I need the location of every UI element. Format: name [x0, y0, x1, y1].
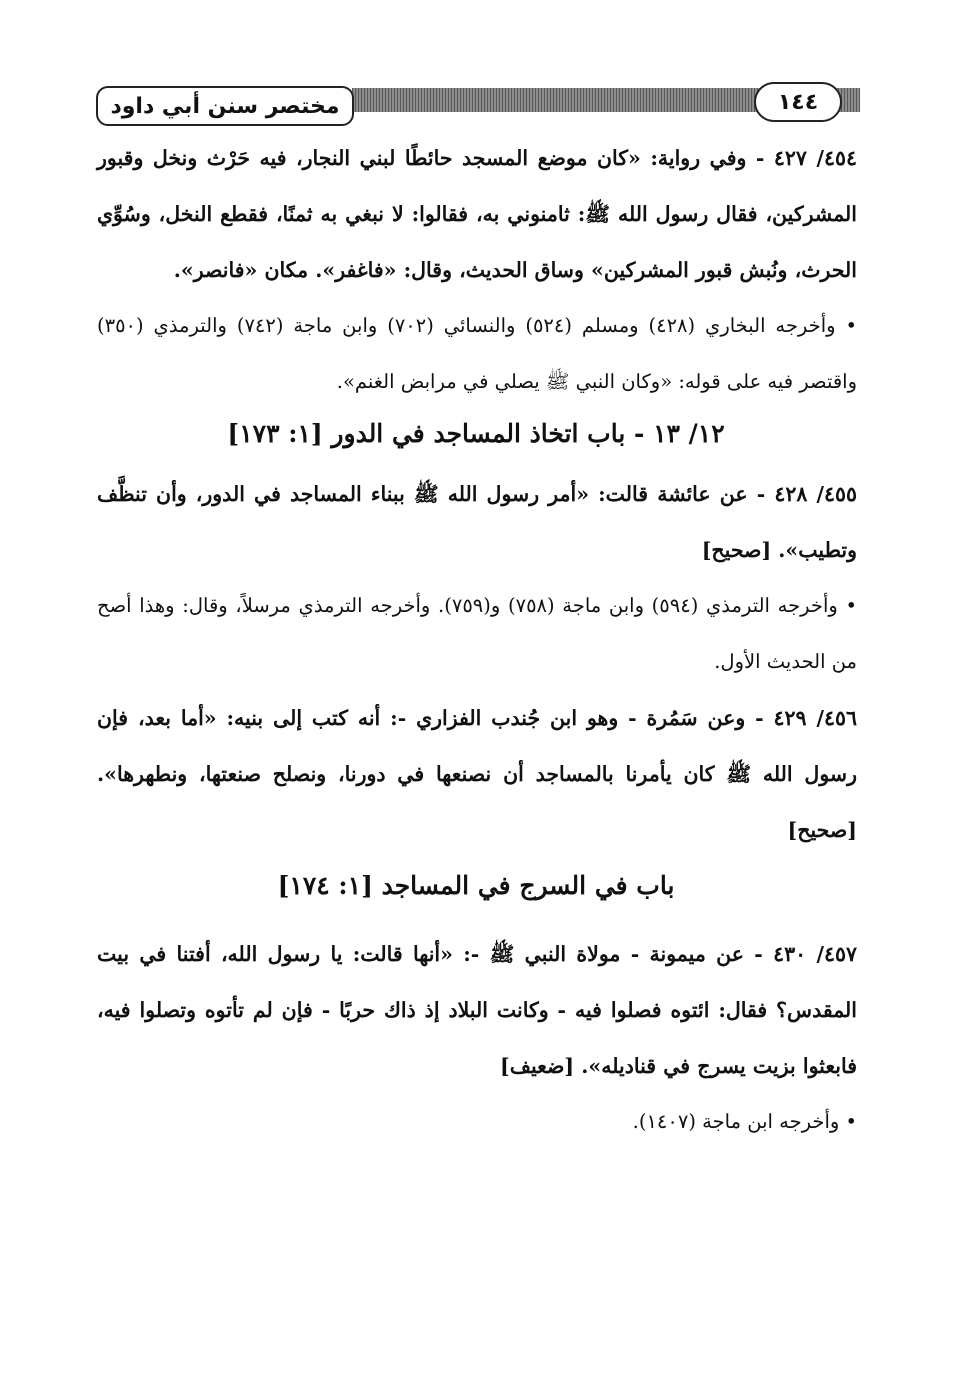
hadith-454-text: وفي رواية: «كان موضع المسجد حائطًا لبني النجار، فيه حَرْث ونخل وقبور المشركين، فقال رسول الله ﷺ: ثامنوني به، فقالوا: لا نبغي به ثمنًا، فقطع النخل، وسُوِّي الحرث، ونُبش قبور المشركين» وساق الحديث، وقال: «فاغفر». مكان «فانصر». [97, 146, 857, 282]
hadith-454-number: ٤٥٤/ ٤٢٧ - [746, 146, 857, 170]
hadith-457-text: عن ميمونة - مولاة النبي ﷺ -: «أنها قالت: يا رسول الله، أفتنا في بيت المقدس؟ فقال: ائتوه فصلوا فيه - وكانت البلاد إذ ذاك حربًا - فإن لم تأتوه وتصلوا فيه، فابعثوا بزيت يسرج في قناديله». [ضعيف] [97, 942, 857, 1078]
hadith-457-number: ٤٥٧/ ٤٣٠ - [743, 942, 857, 966]
hadith-454 [97, 130, 857, 298]
takhrij-note-455: • وأخرجه الترمذي (٥٩٤) وابن ماجة (٧٥٨) و(٧٥٩). وأخرجه الترمذي مرسلاً، وقال: وهذا أصح من الحديث الأول. [97, 594, 857, 673]
takhrij-note-454: • وأخرجه البخاري (٤٢٨) ومسلم (٥٢٤) والنسائي (٧٠٢) وابن ماجة (٧٤٢) والترمذي (٣٥٠) واقتصر فيه على قوله: «وكان النبي ﷺ يصلي في مرابض الغنم». [97, 314, 857, 393]
hadith-457 [97, 926, 857, 1094]
hadith-455-number: ٤٥٥/ ٤٢٨ - [747, 482, 857, 506]
page-number: ١٤٤ [777, 89, 819, 115]
hadith-456-text: وعن سَمُرة - وهو ابن جُندب الفزاري -: أنه كتب إلى بنيه: «أما بعد، فإن رسول الله ﷺ كان يأمرنا بالمساجد أن نصنعها في دورنا، ونصلح صنعتها، ونطهرها». [صحيح] [97, 706, 857, 842]
chapter-heading-lamps-in-mosques: باب في السرج في المساجد [١: ١٧٤] [277, 871, 675, 900]
takhrij-note-457: • وأخرجه ابن ماجة (١٤٠٧). [632, 1110, 857, 1133]
page-number-frame [754, 82, 842, 122]
book-title-frame [96, 86, 354, 126]
hadith-456-number: ٤٥٦/ ٤٢٩ - [745, 706, 857, 730]
chapter-heading-mosques-in-houses: ١٢/ ١٣ - باب اتخاذ المساجد في الدور [١: ١٧٣] [227, 419, 725, 448]
hadith-455 [97, 466, 857, 578]
book-title: مختصر سنن أبي داود [110, 93, 340, 119]
hadith-456 [97, 690, 857, 858]
hadith-455-text: عن عائشة قالت: «أمر رسول الله ﷺ ببناء المساجد في الدور، وأن تنظَّف وتطيب». [صحيح] [97, 482, 857, 562]
